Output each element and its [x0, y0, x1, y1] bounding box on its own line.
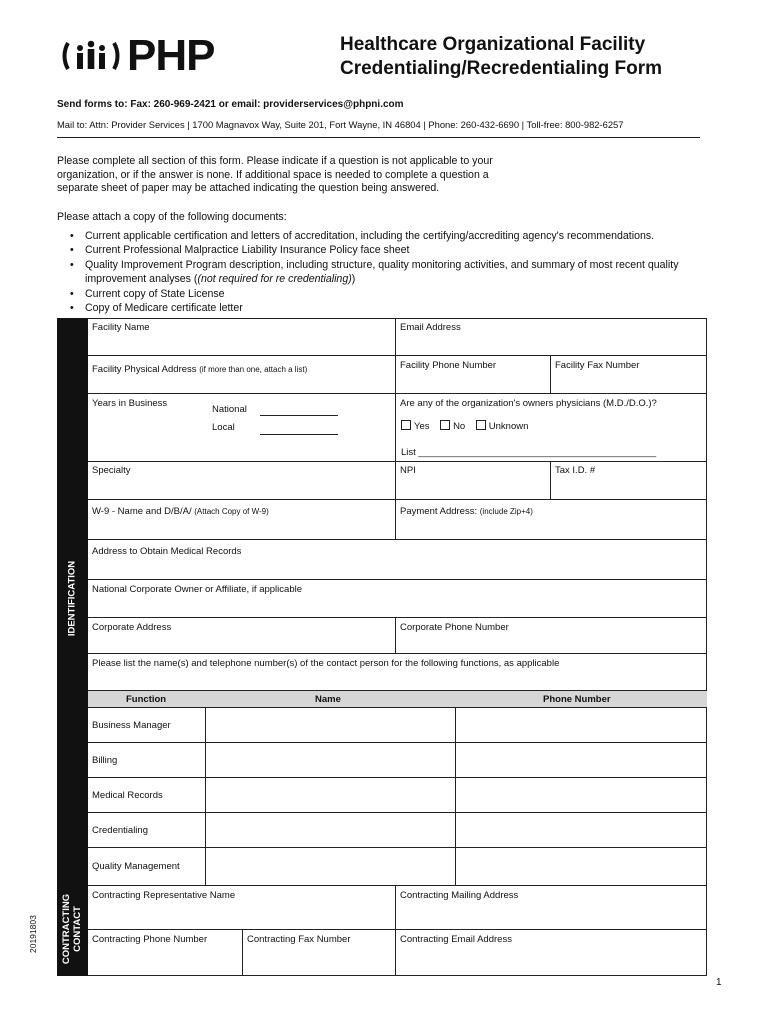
local-label: Local — [212, 422, 235, 433]
identification-sidebar — [57, 318, 88, 886]
corporate-owner-field[interactable]: National Corporate Owner or Affiliate, if applicable — [88, 580, 707, 618]
npi-field[interactable]: NPI — [396, 462, 551, 500]
contracting-sidebar — [57, 886, 88, 976]
identification-label: IDENTIFICATION — [66, 560, 78, 637]
page-number: 1 — [716, 977, 722, 988]
national-line[interactable] — [260, 415, 338, 416]
name-cell[interactable] — [206, 708, 456, 743]
contracting-email-field[interactable]: Contracting Email Address — [396, 930, 707, 976]
facility-name-field[interactable]: Facility Name — [88, 318, 396, 356]
national-label: National — [212, 404, 247, 415]
contracting-phone-field[interactable]: Contracting Phone Number — [88, 930, 243, 976]
list-line[interactable]: List _____________________________________________ — [401, 447, 657, 458]
header-function: Function — [126, 694, 167, 705]
logo-text: PHP — [127, 31, 215, 80]
contracting-rep-name-field[interactable]: Contracting Representative Name — [88, 886, 396, 930]
tax-id-field[interactable]: Tax I.D. # — [551, 462, 707, 500]
list-item: • Quality Improvement Program description, including structure, quality monitoring activities, and summary of most recent quality improvement analyses ((not required for re credentialing)) — [70, 258, 720, 287]
title-line-1: Healthcare Organizational Facility — [340, 34, 646, 55]
corporate-phone-field[interactable]: Corporate Phone Number — [396, 618, 707, 654]
title-line-2: Credentialing/Recredentialing Form — [340, 58, 662, 79]
name-cell[interactable] — [206, 848, 456, 886]
contact-table-header — [88, 690, 707, 708]
list-item: • Current applicable certification and letters of accreditation, including the certifying/accrediting agency's recommendations. — [70, 229, 720, 243]
phone-cell[interactable] — [456, 813, 707, 848]
form-code: 20191803 — [28, 915, 38, 953]
no-checkbox[interactable] — [440, 420, 450, 430]
list-item: • Current copy of State License — [70, 287, 720, 301]
corporate-address-field[interactable]: Corporate Address — [88, 618, 396, 654]
php-logo-icon — [60, 35, 122, 77]
php-logo — [60, 31, 230, 80]
unknown-checkbox[interactable] — [476, 420, 486, 430]
table-row: Quality Management — [88, 848, 206, 886]
table-row: Business Manager — [88, 708, 206, 743]
send-forms-line: Send forms to: Fax: 260-969-2421 or email: providerservices@phpni.com — [57, 99, 404, 110]
payment-address-field[interactable]: Payment Address: (include Zip+4) — [396, 500, 707, 540]
name-cell[interactable] — [206, 743, 456, 778]
facility-fax-field[interactable]: Facility Fax Number — [551, 356, 707, 394]
table-row: Credentialing — [88, 813, 206, 848]
mail-to-line: Mail to: Attn: Provider Services | 1700 Magnavox Way, Suite 201, Fort Wayne, IN 46804 | Phone: 260-432-6690 | Toll-free: 800-982-6257 — [57, 119, 624, 130]
instructions: Please complete all section of this form. Please indicate if a question is not applicable to your organization, or if the answer is none. If additional space is needed to complete a question a separate sheet of paper may be attached indicating the question being answered. — [57, 155, 493, 194]
document-list — [70, 229, 720, 315]
list-item: • Copy of Medicare certificate letter — [70, 301, 720, 315]
yes-checkbox[interactable] — [401, 420, 411, 430]
phone-cell[interactable] — [456, 708, 707, 743]
facility-phone-field[interactable]: Facility Phone Number — [396, 356, 551, 394]
header-name: Name — [315, 694, 341, 705]
header-phone: Phone Number — [543, 694, 611, 705]
phone-cell[interactable] — [456, 743, 707, 778]
name-cell[interactable] — [206, 778, 456, 813]
contact-instruction: Please list the name(s) and telephone number(s) of the contact person for the following functions, as applicable — [88, 654, 707, 690]
specialty-field[interactable]: Specialty — [88, 462, 396, 500]
years-in-business-field: Years in Business National Local — [88, 394, 396, 462]
w9-field[interactable]: W-9 - Name and D/B/A/ (Attach Copy of W-9) — [88, 500, 396, 540]
phone-cell[interactable] — [456, 848, 707, 886]
phone-cell[interactable] — [456, 778, 707, 813]
email-address-field[interactable]: Email Address — [396, 318, 707, 356]
physical-address-field[interactable]: Facility Physical Address (if more than one, attach a list) — [88, 356, 396, 394]
list-item: • Current Professional Malpractice Liability Insurance Policy face sheet — [70, 243, 720, 257]
table-row: Billing — [88, 743, 206, 778]
owners-physicians-field: Are any of the organization's owners physicians (M.D./D.O.)? Yes No Unknown List _____________________________________________ — [396, 394, 707, 462]
attach-label: Please attach a copy of the following documents: — [57, 211, 287, 223]
contracting-fax-field[interactable]: Contracting Fax Number — [243, 930, 396, 976]
name-cell[interactable] — [206, 813, 456, 848]
header-divider — [57, 137, 700, 138]
table-row: Medical Records — [88, 778, 206, 813]
medical-records-address-field[interactable]: Address to Obtain Medical Records — [88, 540, 707, 580]
contracting-label: CONTRACTING CONTACT — [61, 893, 83, 965]
form-title — [340, 33, 710, 81]
contracting-mailing-address-field[interactable]: Contracting Mailing Address — [396, 886, 707, 930]
credentialing-form — [57, 318, 707, 976]
local-line[interactable] — [260, 434, 338, 435]
